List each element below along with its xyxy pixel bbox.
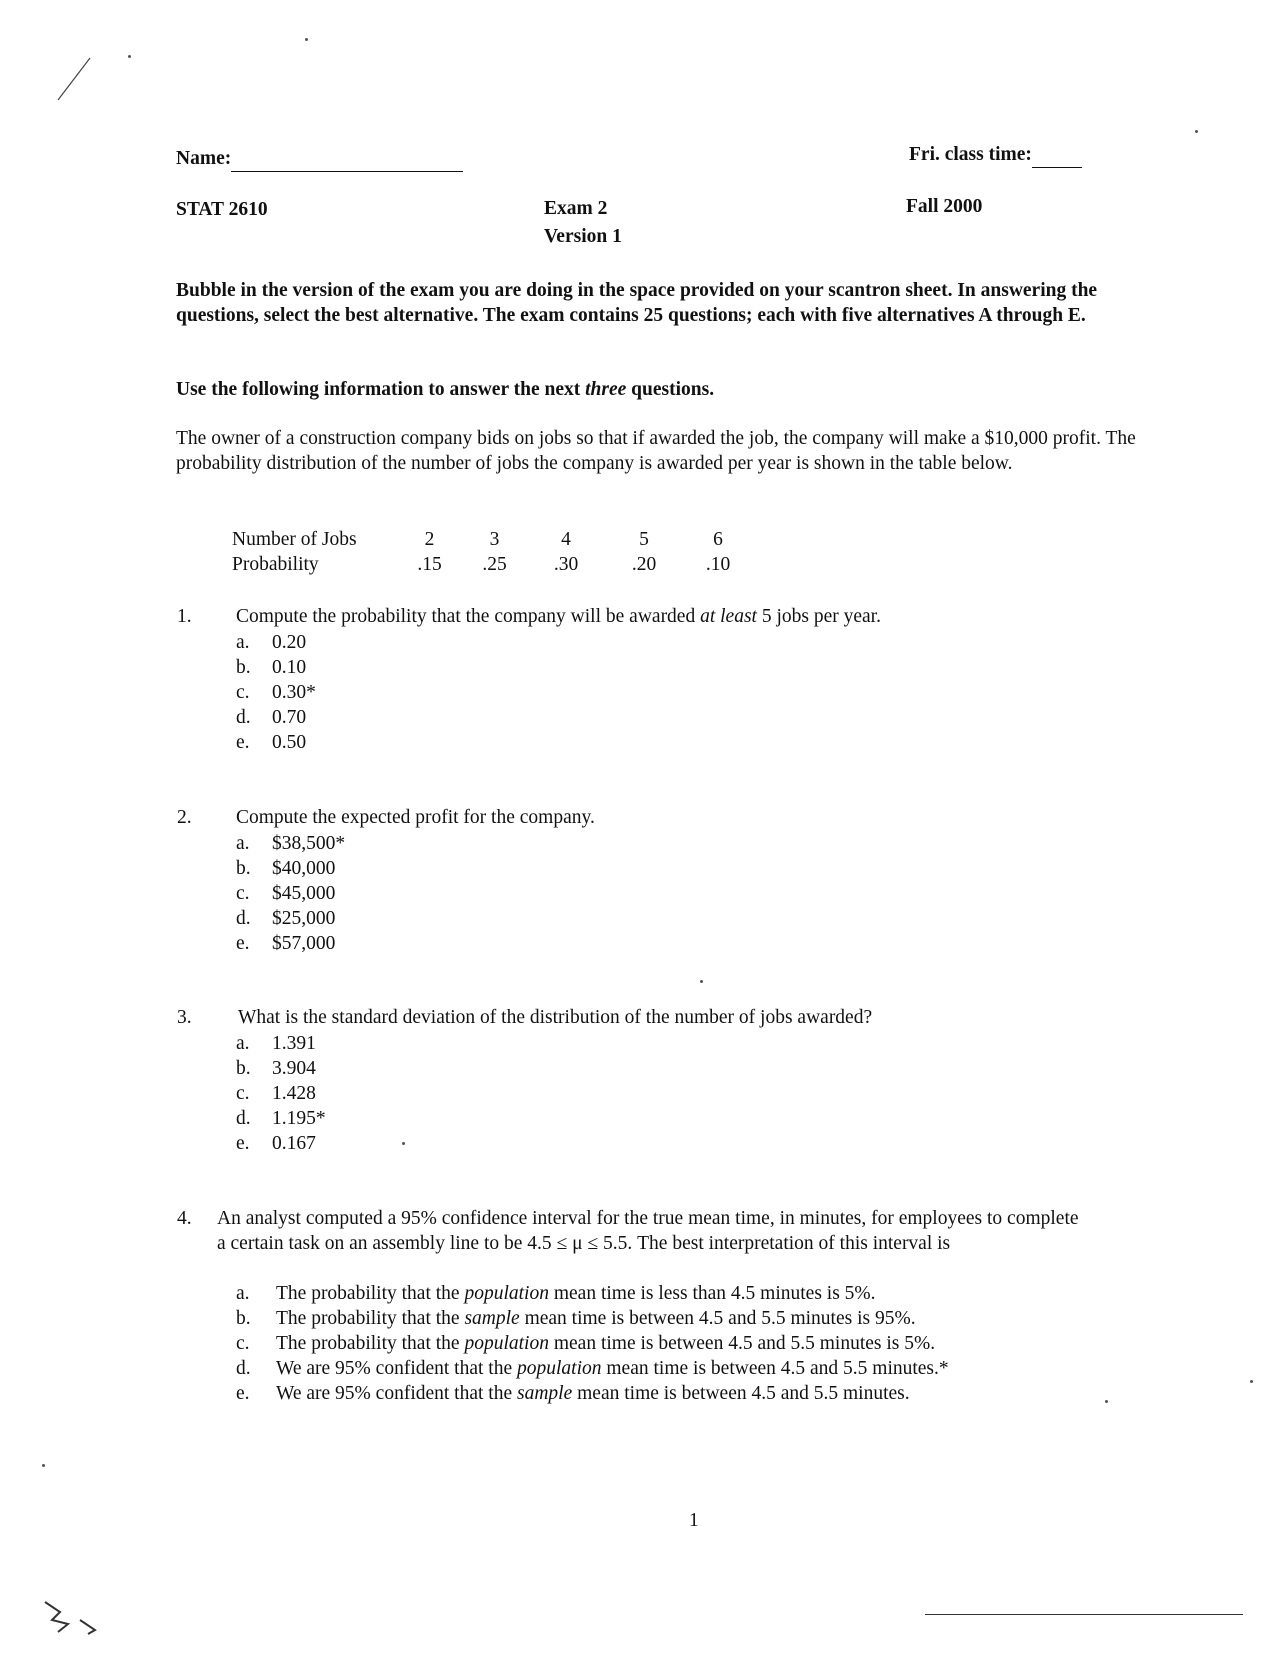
exam-title: Exam 2 — [544, 198, 608, 219]
probability-row-label: Probability — [232, 554, 319, 576]
question-3-option-d[interactable]: d. 1.195* — [236, 1108, 326, 1129]
speck — [1105, 1400, 1108, 1403]
question-4-option-c[interactable]: c. The probability that the population mean time is between 4.5 and 5.5 minutes is 5%. — [236, 1333, 936, 1354]
question-4-option-b[interactable]: b. The probability that the sample mean time is between 4.5 and 5.5 minutes is 95%. — [236, 1308, 916, 1329]
question-2-text: Compute the expected profit for the company. — [236, 807, 595, 828]
jobs-row-label: Number of Jobs — [232, 529, 357, 550]
course-code: STAT 2610 — [176, 199, 268, 220]
question-4-option-e[interactable]: e. We are 95% confident that the sample mean time is between 4.5 and 5.5 minutes. — [236, 1383, 910, 1404]
question-1-number: 1. — [177, 606, 192, 627]
distribution-table — [232, 527, 753, 578]
jobs-cell: 2 — [424, 529, 435, 550]
question-2-option-d[interactable]: d. $25,000 — [236, 908, 336, 929]
question-1-option-a[interactable]: a. 0.20 — [236, 632, 307, 653]
class-time-blank-line[interactable] — [1032, 142, 1082, 168]
question-3-number: 3. — [177, 1007, 192, 1028]
question-1-option-d[interactable]: d. 0.70 — [236, 707, 307, 728]
exam-term: Fall 2000 — [906, 196, 983, 217]
probability-cell: .15 — [417, 554, 442, 576]
scan-rule-bottom — [925, 1614, 1243, 1615]
jobs-row — [232, 527, 753, 552]
speck — [1250, 1380, 1253, 1383]
speck — [128, 55, 131, 58]
name-blank-line[interactable] — [231, 146, 463, 172]
question-4-line-1: An analyst computed a 95% confidence interval for the true mean time, in minutes, for employees to complete — [217, 1208, 1079, 1229]
jobs-cell: 3 — [489, 529, 500, 550]
probability-cell: .30 — [553, 554, 579, 576]
speck — [700, 980, 703, 983]
question-1-option-c[interactable]: c. 0.30* — [236, 682, 316, 703]
question-1-text: Compute the probability that the company will be awarded at least 5 jobs per year. — [236, 606, 881, 627]
scan-mark-bottom-left — [40, 1590, 160, 1640]
scan-mark-slash — [55, 55, 95, 105]
question-1-option-b[interactable]: b. 0.10 — [236, 657, 307, 678]
question-2-option-a[interactable]: a. $38,500* — [236, 833, 346, 854]
probability-cell: .25 — [482, 554, 507, 576]
name-label: Name: — [176, 146, 463, 172]
speck — [1195, 130, 1198, 133]
question-3-option-c[interactable]: c. 1.428 — [236, 1083, 316, 1104]
question-3-option-a[interactable]: a. 1.391 — [236, 1033, 316, 1054]
question-4-number: 4. — [177, 1208, 192, 1229]
instructions: Bubble in the version of the exam you are doing in the space provided on your scantron sheet. In answering the questions, select the best alternative. The exam contains 25 questions; each with five alternatives A through E. — [176, 280, 1098, 327]
question-2-option-e[interactable]: e. $57,000 — [236, 933, 336, 954]
speck — [42, 1464, 45, 1467]
speck — [305, 38, 308, 41]
question-3-option-b[interactable]: b. 3.904 — [236, 1058, 316, 1079]
probability-cell: .20 — [631, 554, 657, 576]
probability-row — [232, 552, 753, 577]
use-info-line: Use the following information to answer the next three questions. — [176, 379, 715, 400]
question-2-number: 2. — [177, 807, 192, 828]
jobs-cell: 5 — [639, 529, 649, 550]
probability-cell: .10 — [705, 554, 731, 576]
class-time-label: Fri. class time: — [909, 142, 1082, 168]
question-1-option-e[interactable]: e. 0.50 — [236, 732, 307, 753]
exam-version: Version 1 — [544, 226, 622, 247]
question-2-option-c[interactable]: c. $45,000 — [236, 883, 336, 904]
question-2-option-b[interactable]: b. $40,000 — [236, 858, 336, 879]
page-number: 1 — [689, 1510, 699, 1531]
jobs-cell: 6 — [713, 529, 723, 550]
question-3-text: What is the standard deviation of the distribution of the number of jobs awarded? — [238, 1007, 873, 1028]
scenario-text: The owner of a construction company bids on jobs so that if awarded the job, the company will make a $10,000 profit. The probability distribution of the number of jobs the company is awarded per year is shown in the table below. — [176, 428, 1136, 475]
speck — [402, 1142, 405, 1145]
question-3-option-e[interactable]: e. 0.167 — [236, 1133, 316, 1154]
question-4-option-d[interactable]: d. We are 95% confident that the population mean time is between 4.5 and 5.5 minutes.* — [236, 1358, 949, 1379]
question-4-line-2: a certain task on an assembly line to be 4.5 ≤ μ ≤ 5.5. The best interpretation of this interval is — [217, 1233, 951, 1254]
question-4-option-a[interactable]: a. The probability that the population mean time is less than 4.5 minutes is 5%. — [236, 1283, 876, 1304]
jobs-cell: 4 — [561, 529, 571, 550]
